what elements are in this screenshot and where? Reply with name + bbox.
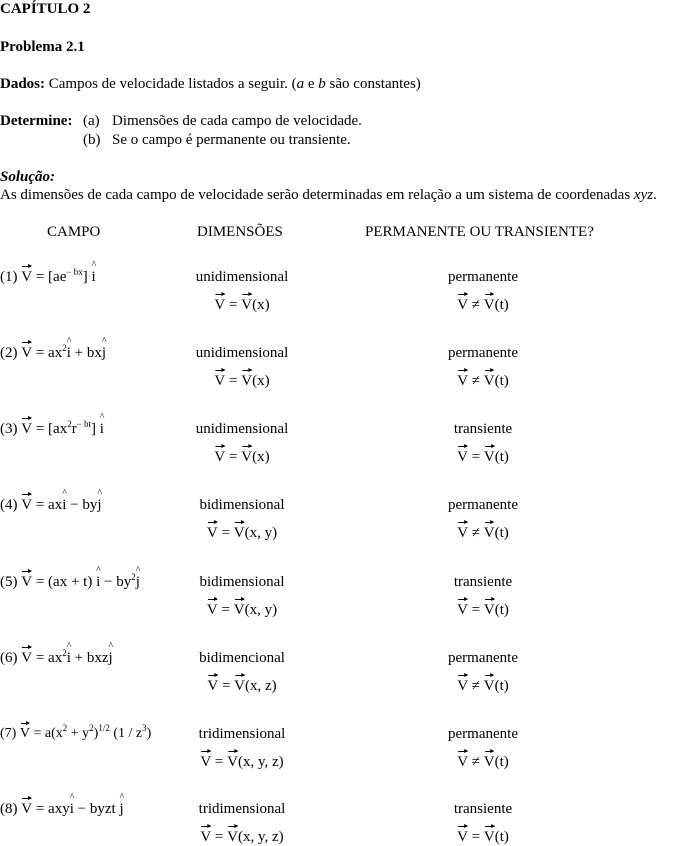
dados-a: a [296, 76, 305, 92]
dimension-relation [207, 526, 277, 541]
eq-part: ) [93, 726, 99, 741]
eq-part: = ax [35, 650, 63, 666]
row-number: (7) [0, 726, 17, 741]
eq-sup: 1/2 [98, 723, 110, 733]
item-b-text: Se o campo é permanente ou transiente. [112, 132, 351, 148]
dimension-label: tridimensional [198, 801, 286, 817]
dimension-relation [200, 755, 283, 770]
field-equation [0, 419, 104, 437]
item-b-tag: (b) [83, 132, 101, 148]
eq-sup: − bx [66, 267, 83, 277]
velocity-vector-symbol: V [483, 754, 495, 770]
eq-part: ] [91, 421, 100, 437]
dimension-label: bidimensional [199, 497, 285, 513]
dimension-relation [214, 374, 269, 389]
time-arg: (t) [494, 829, 509, 845]
velocity-vector-symbol: V [483, 602, 495, 618]
field-equation [0, 572, 140, 590]
permanence-cell [448, 346, 518, 361]
permanence-cell [454, 575, 512, 590]
time-arg: (t) [494, 373, 509, 389]
dimension-cell [199, 651, 285, 666]
velocity-vector-symbol: V [233, 525, 245, 541]
dimension-label: tridimensional [198, 726, 286, 742]
eq-part: = ax [35, 345, 63, 361]
eq-sup: 2 [62, 343, 67, 353]
eq-part: = (ax + t) [35, 574, 97, 590]
dimension-args: (x, y, z) [237, 754, 284, 770]
solucao-label: Solução: [0, 169, 56, 185]
equals-sign: = [221, 678, 231, 694]
dados-text: Campos de velocidade listados a seguir. ( [48, 76, 297, 92]
permanence-relation [457, 526, 509, 541]
velocity-vector-symbol: V [21, 497, 33, 513]
determine-label: Determine: [0, 113, 73, 129]
eq-sup: 2 [67, 419, 72, 429]
permanence-relation [457, 679, 509, 694]
velocity-vector-symbol: V [457, 829, 468, 845]
row-number: (8) [0, 801, 18, 817]
field-equation [0, 498, 102, 513]
row-number: (6) [0, 650, 18, 666]
velocity-vector-symbol: V [21, 574, 33, 590]
velocity-vector-symbol: V [21, 801, 33, 817]
time-arg: (t) [494, 297, 509, 313]
equals-sign: = [229, 297, 238, 313]
dimension-args: (x) [252, 373, 270, 389]
velocity-vector-symbol: V [457, 678, 469, 694]
eq-part: = ax [35, 497, 63, 513]
velocity-vector-symbol: V [214, 297, 226, 313]
eq-sup: − bt [76, 419, 92, 429]
equals-sign: = [221, 602, 230, 618]
velocity-vector-symbol: V [457, 754, 469, 770]
velocity-vector-symbol: V [206, 602, 218, 618]
time-arg: (t) [494, 449, 509, 465]
permanence-label: transiente [453, 574, 513, 590]
permanence-relation [457, 755, 509, 770]
eq-part: + bxz [70, 650, 109, 666]
permanence-cell [454, 422, 512, 437]
dimension-relation [200, 830, 283, 845]
velocity-vector-symbol: V [483, 373, 495, 389]
eq-sup: 2 [62, 723, 68, 733]
permanence-cell [448, 727, 518, 742]
dimension-cell [196, 422, 289, 437]
permanence-cell [448, 651, 518, 666]
velocity-vector-symbol: V [483, 829, 495, 845]
velocity-vector-symbol: V [483, 678, 495, 694]
eq-part: = axy [35, 801, 70, 817]
eq-sup: 2 [89, 723, 94, 733]
velocity-vector-symbol: V [241, 373, 253, 389]
time-arg: (t) [494, 525, 509, 541]
time-arg: (t) [494, 602, 509, 618]
permanence-label: permanente [448, 650, 518, 666]
eq-sup: 2 [62, 648, 67, 658]
eq-part: − by [66, 497, 98, 513]
dados-label: Dados: [0, 76, 46, 92]
unit-i-symbol: ^ i [67, 346, 71, 361]
dimension-relation [207, 603, 277, 618]
velocity-vector-symbol: V [200, 754, 212, 770]
row-number: (3) [0, 421, 18, 437]
field-equation [0, 267, 96, 285]
problem-title: Problema 2.1 [0, 39, 85, 55]
header-campo: CAMPO [47, 224, 101, 240]
velocity-vector-symbol: V [457, 449, 468, 465]
dimension-label: bidimensional [199, 574, 285, 590]
relation-sign: ≠ [471, 678, 481, 694]
dimension-relation [207, 679, 276, 694]
velocity-vector-symbol: V [233, 602, 245, 618]
velocity-vector-symbol: V [21, 421, 33, 437]
eq-part: − byzt [73, 801, 120, 817]
row-number: (2) [0, 345, 18, 361]
velocity-vector-symbol: V [214, 373, 226, 389]
header-dimensoes: DIMENSÕES [197, 224, 283, 240]
dimension-args: (x, y, z) [237, 829, 284, 845]
permanence-label: permanente [448, 345, 518, 361]
dimension-cell [196, 270, 289, 285]
dimension-relation [214, 450, 269, 465]
unit-i-symbol: ^ i [70, 802, 74, 817]
permanence-label: permanente [448, 497, 518, 513]
eq-part: = [ae [35, 269, 67, 285]
field-equation [0, 723, 152, 741]
dimension-args: (x, z) [245, 678, 277, 694]
header-permanente: PERMANENTE OU TRANSIENTE? [365, 224, 594, 240]
field-equation [0, 802, 124, 817]
field-equation [0, 343, 107, 361]
equals-sign: = [221, 525, 230, 541]
permanence-relation [457, 603, 509, 618]
permanence-label: permanente [448, 726, 518, 742]
row-number: (4) [0, 497, 18, 513]
dados-tail: são constantes) [325, 76, 421, 92]
velocity-vector-symbol: V [241, 449, 253, 465]
velocity-vector-symbol: V [19, 726, 30, 741]
unit-j-symbol: ^ j [109, 651, 113, 666]
relation-sign: ≠ [471, 754, 481, 770]
solucao-text [0, 188, 657, 203]
equals-sign: = [214, 754, 224, 770]
unit-i-symbol: ^ i [62, 498, 66, 513]
eq-sup: 2 [131, 572, 136, 582]
equals-sign: = [229, 449, 238, 465]
dados-e: e [304, 76, 319, 92]
dimension-cell [199, 802, 286, 817]
velocity-vector-symbol: V [241, 297, 253, 313]
row-number: (5) [0, 574, 18, 590]
dimension-args: (x, y) [244, 602, 278, 618]
eq-part: (1 / z [109, 726, 143, 741]
dimension-relation [214, 298, 269, 313]
velocity-vector-symbol: V [200, 829, 212, 845]
velocity-vector-symbol: V [457, 373, 469, 389]
item-a-tag: (a) [83, 113, 100, 129]
unit-j-symbol: ^ j [97, 498, 101, 513]
eq-sup: 3 [142, 723, 147, 733]
permanence-relation [457, 830, 509, 845]
eq-part: ) [146, 726, 152, 741]
velocity-vector-symbol: V [483, 525, 495, 541]
dimension-label: unidimensional [195, 345, 289, 361]
eq-part: + y [67, 726, 90, 741]
unit-i-symbol: ^ i [67, 651, 71, 666]
dimension-label: unidimensional [195, 269, 289, 285]
chapter-title: CAPÍTULO 2 [0, 1, 91, 17]
eq-part: = a(x [33, 726, 63, 741]
eq-part: ] [82, 269, 92, 285]
velocity-vector-symbol: V [206, 525, 218, 541]
permanence-cell [454, 802, 512, 817]
velocity-vector-symbol: V [227, 754, 238, 770]
eq-part: = [ax [35, 421, 68, 437]
relation-sign: = [471, 602, 481, 618]
eq-part: − by [100, 574, 132, 590]
dimension-label: bidimencional [199, 650, 285, 666]
eq-part: r [71, 421, 77, 437]
eq-part: + bx [70, 345, 102, 361]
dimension-label: unidimensional [195, 421, 289, 437]
permanence-label: transiente [453, 421, 513, 437]
permanence-cell [448, 498, 518, 513]
item-a-text: Dimensões de cada campo de velocidade. [112, 113, 362, 129]
velocity-vector-symbol: V [21, 269, 33, 285]
solucao-xyz: xyz [633, 187, 654, 203]
permanence-relation [457, 298, 509, 313]
permanence-label: transiente [453, 801, 513, 817]
dados-line [0, 77, 421, 92]
velocity-vector-symbol: V [483, 449, 495, 465]
relation-sign: ≠ [471, 525, 481, 541]
unit-j-symbol: ^ j [102, 346, 106, 361]
dimension-args: (x) [252, 449, 270, 465]
time-arg: (t) [494, 754, 509, 770]
relation-sign: = [471, 449, 481, 465]
velocity-vector-symbol: V [234, 678, 245, 694]
unit-j-symbol: ^ j [136, 575, 140, 590]
field-equation [0, 648, 113, 666]
velocity-vector-symbol: V [21, 345, 33, 361]
unit-i-symbol: ^ i [96, 575, 100, 590]
solucao-dot: . [653, 187, 657, 203]
equals-sign: = [229, 373, 238, 389]
velocity-vector-symbol: V [207, 678, 219, 694]
velocity-vector-symbol: V [227, 829, 238, 845]
dimension-args: (x, y) [244, 525, 278, 541]
relation-sign: ≠ [471, 373, 481, 389]
permanence-label: permanente [448, 269, 518, 285]
solucao-sentence: As dimensões de cada campo de velocidade serão determinadas em relação a um sistema de coordenadas [0, 187, 634, 203]
row-number: (1) [0, 269, 18, 285]
dimension-cell [200, 575, 285, 590]
dimension-cell [196, 346, 289, 361]
permanence-relation [457, 374, 509, 389]
dimension-cell [200, 498, 285, 513]
velocity-vector-symbol: V [21, 650, 33, 666]
equals-sign: = [214, 829, 224, 845]
relation-sign: = [471, 829, 481, 845]
permanence-cell [448, 270, 518, 285]
dados-b: b [318, 76, 326, 92]
dimension-args: (x) [252, 297, 270, 313]
unit-i-symbol: ^ i [91, 270, 95, 285]
velocity-vector-symbol: V [214, 449, 226, 465]
dimension-cell [199, 727, 286, 742]
velocity-vector-symbol: V [457, 602, 468, 618]
relation-sign: ≠ [471, 297, 481, 313]
unit-j-symbol: ^ j [119, 802, 123, 817]
time-arg: (t) [494, 678, 509, 694]
velocity-vector-symbol: V [457, 297, 469, 313]
unit-i-symbol: ^ i [100, 422, 104, 437]
velocity-vector-symbol: V [457, 525, 469, 541]
permanence-relation [457, 450, 509, 465]
velocity-vector-symbol: V [483, 297, 495, 313]
